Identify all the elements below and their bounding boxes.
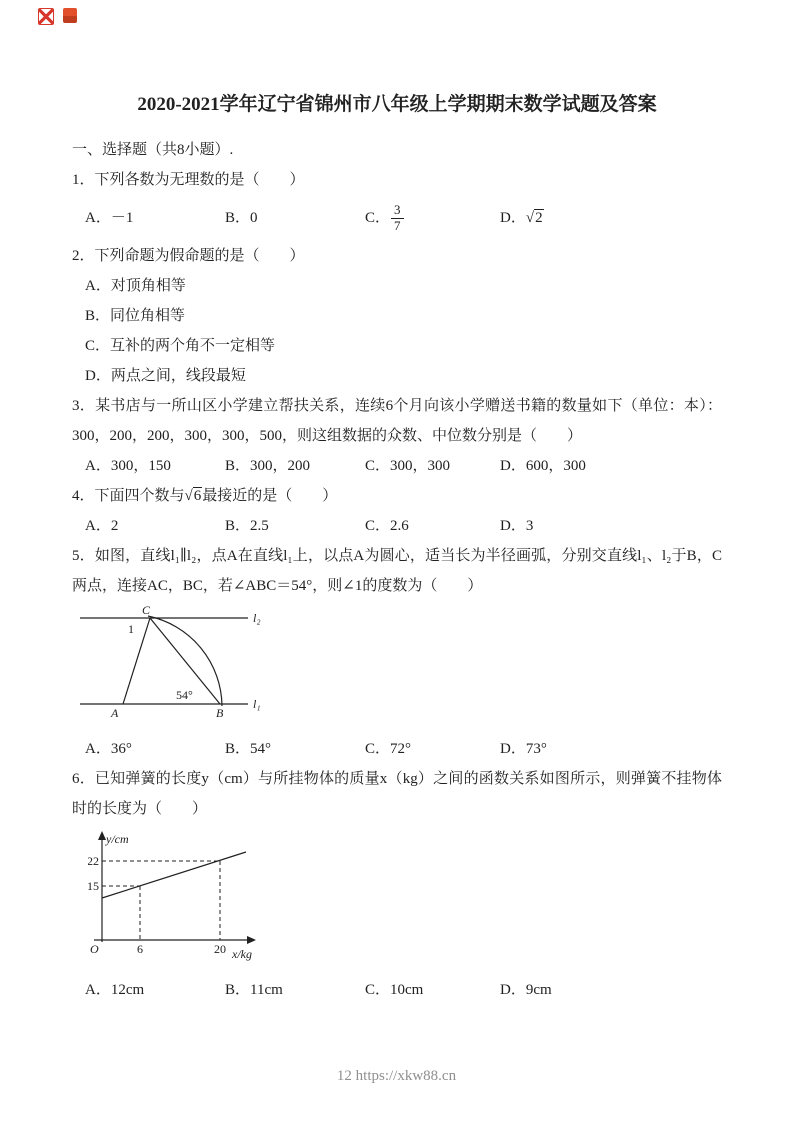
question-5-option-a: A．36° bbox=[85, 741, 132, 757]
page-title: 2020-2021学年辽宁省锦州市八年级上学期期末数学试题及答案 bbox=[137, 94, 657, 115]
radicand: 6 bbox=[193, 488, 202, 504]
question-1-options bbox=[72, 195, 722, 241]
question-2-option-c: C．互补的两个角不一定相等 bbox=[85, 338, 276, 354]
question-1-option-d bbox=[500, 203, 544, 233]
fraction-three-sevenths bbox=[391, 203, 404, 234]
radical-sign: √ bbox=[525, 210, 535, 226]
question-6-figure-wrap bbox=[88, 830, 722, 975]
question-6-stem: 6．已知弹簧的长度y（cm）与所挂物体的质量x（kg）之间的函数关系如图所示，则弹簧不挂物体时的长度为（ ） bbox=[72, 771, 722, 817]
question-4 bbox=[72, 481, 722, 541]
question-2-stem: 2．下列命题为假命题的是（ ） bbox=[72, 248, 305, 264]
question-4-option-d: D．3 bbox=[500, 518, 534, 534]
function-line bbox=[102, 852, 246, 898]
question-4-options bbox=[72, 511, 722, 541]
question-6 bbox=[72, 764, 722, 1005]
question-2 bbox=[72, 241, 722, 391]
option-c-prefix: C． bbox=[365, 209, 391, 226]
y-axis-arrow-icon bbox=[98, 831, 106, 840]
question-3-option-a: A．300，150 bbox=[85, 458, 171, 474]
radical-six bbox=[185, 487, 203, 504]
question-3-stem: 3．某书店与一所山区小学建立帮扶关系，连续6个月向该小学赠送书籍的数量如下（单位：本）：300，200，200，300，300，500，则这组数据的众数、中位数分别是（ ） bbox=[72, 398, 722, 444]
question-6-figure bbox=[88, 830, 283, 970]
question-1-option-c bbox=[365, 203, 500, 234]
question-6-option-d: D．9cm bbox=[500, 982, 552, 998]
radical-sign: √ bbox=[184, 488, 193, 504]
y-tick-15: 15 bbox=[88, 879, 99, 893]
point-label-C: C bbox=[142, 604, 151, 617]
question-5-option-b: B．54° bbox=[225, 741, 272, 757]
question-3-option-c: C．300，300 bbox=[365, 458, 451, 474]
question-2-options bbox=[72, 271, 722, 391]
question-5-figure bbox=[78, 604, 278, 729]
question-4-stem-prefix: 4．下面四个数与 bbox=[72, 488, 185, 504]
question-4-stem bbox=[72, 481, 722, 511]
question-6-option-b: B．11cm bbox=[225, 982, 283, 998]
question-4-stem-suffix: 最接近的是（ ） bbox=[202, 488, 338, 504]
y-axis-label: y/cm bbox=[106, 832, 129, 846]
line-label-l1: l₁ bbox=[253, 697, 261, 711]
question-5 bbox=[72, 541, 722, 764]
question-3-options bbox=[72, 451, 722, 481]
question-4-option-a: A．2 bbox=[85, 518, 119, 534]
page-footer: 12 https://xkw88.cn bbox=[336, 1068, 457, 1084]
logo-mark-icon bbox=[63, 8, 77, 23]
radical-two bbox=[526, 209, 544, 226]
question-1-stem: 1．下列各数为无理数的是（ ） bbox=[72, 172, 305, 188]
question-5-option-d: D．73° bbox=[500, 741, 547, 757]
x-tick-20: 20 bbox=[214, 942, 226, 956]
angle-1-label: 1 bbox=[128, 622, 134, 636]
angle-54-label: 54° bbox=[176, 688, 193, 702]
y-tick-22: 22 bbox=[88, 854, 99, 868]
option-d-prefix: D． bbox=[500, 210, 526, 226]
question-4-option-b: B．2.5 bbox=[225, 518, 269, 534]
question-5-options bbox=[72, 734, 722, 764]
fraction-numerator: 3 bbox=[391, 203, 404, 219]
question-2-option-a: A．对顶角相等 bbox=[85, 278, 186, 294]
question-5-figure-wrap bbox=[78, 604, 722, 734]
question-6-option-a: A．12cm bbox=[85, 982, 145, 998]
question-6-option-c: C．10cm bbox=[365, 982, 424, 998]
question-5-stem: 5．如图，直线l₁∥l₂，点A在直线l₁上，以点A为圆心，适当长为半径画弧，分别交直线l₁、l₂于B，C两点，连接AC，BC，若∠ABC＝54°，则∠1的度数为（ ） bbox=[72, 548, 722, 594]
site-logo bbox=[38, 8, 82, 24]
question-2-option-d: D．两点之间，线段最短 bbox=[85, 368, 246, 384]
question-4-option-c: C．2.6 bbox=[365, 518, 409, 534]
question-3 bbox=[72, 391, 722, 481]
question-6-options bbox=[72, 975, 722, 1005]
line-label-l2: l₂ bbox=[253, 611, 261, 625]
radicand: 2 bbox=[535, 210, 543, 226]
point-label-B: B bbox=[216, 706, 224, 720]
question-1 bbox=[72, 165, 722, 241]
logo-mark-icon bbox=[38, 8, 54, 25]
question-1-option-b: B．0 bbox=[225, 210, 258, 226]
document-body bbox=[0, 92, 793, 1005]
x-tick-6: 6 bbox=[137, 942, 143, 956]
point-label-A: A bbox=[111, 706, 119, 720]
question-5-option-c: C．72° bbox=[365, 741, 412, 757]
origin-label: O bbox=[90, 942, 99, 956]
question-2-option-b: B．同位角相等 bbox=[85, 308, 186, 324]
x-axis-arrow-icon bbox=[247, 936, 256, 944]
x-axis-label: x/kg bbox=[232, 947, 252, 961]
question-1-option-a: A．－1 bbox=[85, 210, 134, 226]
question-3-option-b: B．300，200 bbox=[225, 458, 311, 474]
fraction-denominator: 7 bbox=[394, 217, 401, 233]
section-header: 一、选择题（共8小题）. bbox=[72, 142, 234, 158]
question-3-option-d: D．600，300 bbox=[500, 458, 586, 474]
